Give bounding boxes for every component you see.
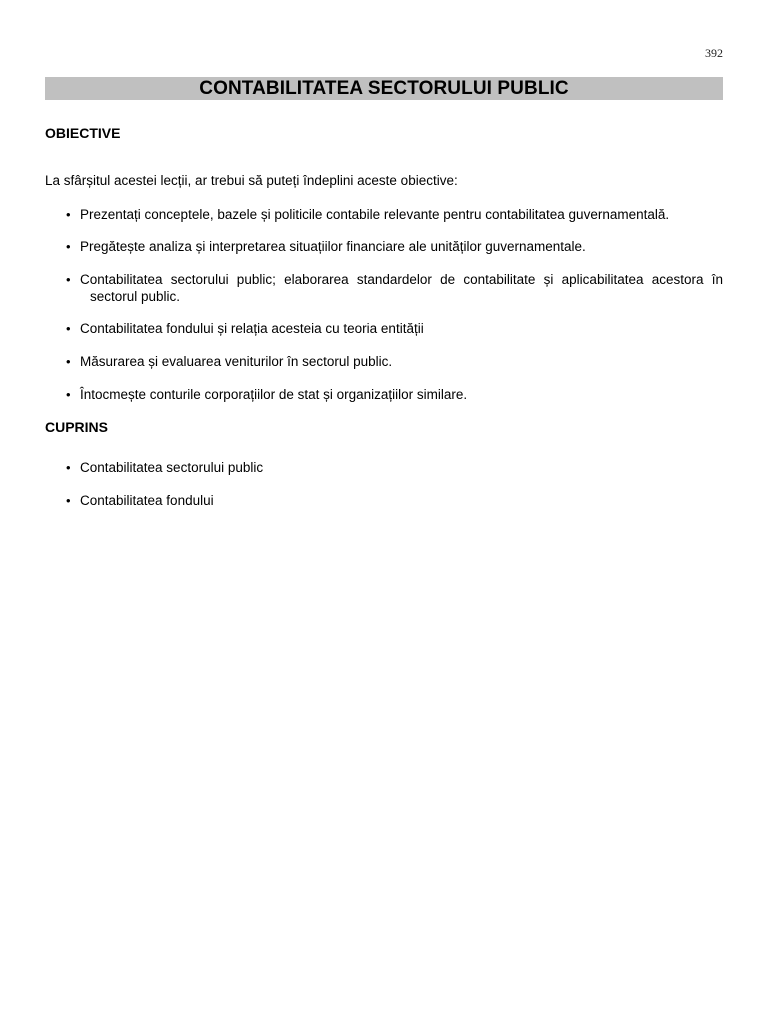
page-title: CONTABILITATEA SECTORULUI PUBLIC xyxy=(199,77,569,99)
bullet-icon: • xyxy=(66,321,71,336)
contents-heading: CUPRINS xyxy=(45,419,109,435)
list-item xyxy=(66,206,723,223)
objective-text: Contabilitatea fondului și relația acesteia cu teoria entității xyxy=(80,321,424,336)
bullet-icon: • xyxy=(66,493,71,508)
list-item xyxy=(66,238,723,255)
bullet-icon: • xyxy=(66,387,71,402)
objective-text: Măsurarea și evaluarea veniturilor în sectorul public. xyxy=(80,354,393,369)
bullet-icon: • xyxy=(66,272,71,287)
objectives-heading: OBIECTIVE xyxy=(45,125,121,141)
objectives-intro: La sfârșitul acestei lecții, ar trebui să puteți îndeplini aceste obiective: xyxy=(45,173,458,188)
objective-text: Prezentați conceptele, bazele și politicile contabile relevante pentru contabilitatea guvernamentală. xyxy=(80,207,670,222)
bullet-icon: • xyxy=(66,207,71,222)
bullet-icon: • xyxy=(66,354,71,369)
page-number: 392 xyxy=(705,46,723,60)
contents-text: Contabilitatea sectorului public xyxy=(80,460,264,475)
list-item xyxy=(66,492,723,509)
objective-text: Întocmește conturile corporațiilor de stat și organizațiilor similare. xyxy=(80,387,468,402)
contents-text: Contabilitatea fondului xyxy=(80,493,214,508)
list-item xyxy=(66,386,723,403)
list-item xyxy=(66,353,723,370)
objective-text: Pregătește analiza și interpretarea situațiilor financiare ale unităților guvernamentale. xyxy=(80,239,586,254)
bullet-icon: • xyxy=(66,239,71,254)
list-item xyxy=(66,459,723,476)
bullet-icon: • xyxy=(66,460,71,475)
list-item xyxy=(66,320,723,337)
objective-text: Contabilitatea sectorului public; elaborarea standardelor de contabilitate și aplicabilitatea acestora în sectorul public. xyxy=(80,272,723,304)
list-item xyxy=(66,271,723,305)
title-band xyxy=(45,77,723,100)
